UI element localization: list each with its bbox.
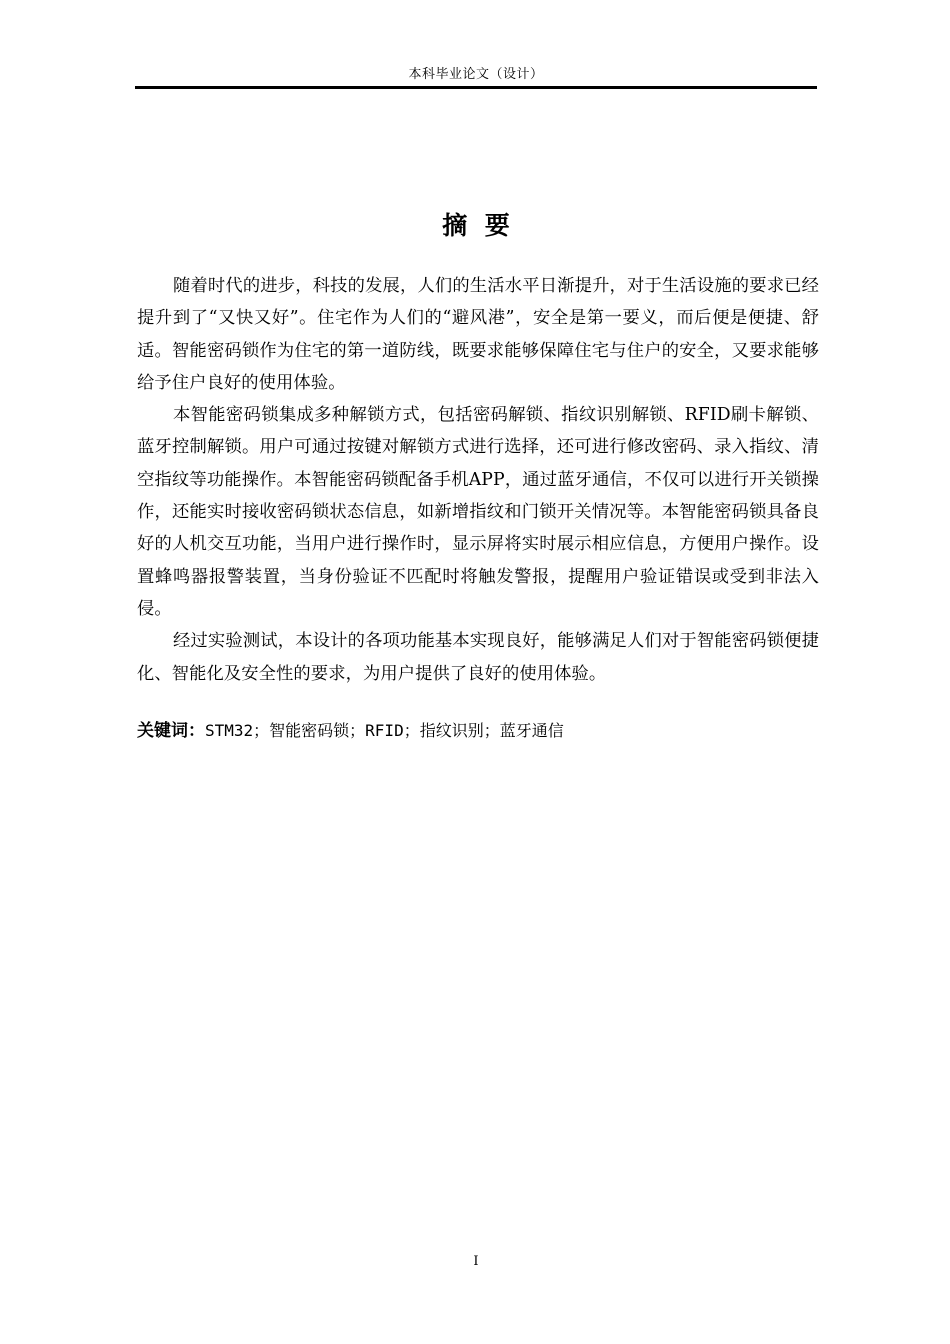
abstract-paragraph-2: 本智能密码锁集成多种解锁方式，包括密码解锁、指纹识别解锁、RFID刷卡解锁、蓝牙控制解锁。用户可通过按键对解锁方式进行选择，还可进行修改密码、录入指纹、清空指纹等功能操作。本智能密码锁配备手机APP，通过蓝牙通信，不仅可以进行开关锁操作，还能实时接收密码锁状态信息，如新增指纹和门锁开关情况等。本智能密码锁具备良好的人机交互功能，当用户进行操作时，显示屏将实时展示相应信息，方便用户操作。设置蜂鸣器报警装置，当身份验证不匹配时将触发警报，提醒用户验证错误或受到非法入侵。 bbox=[137, 405, 819, 619]
abstract-paragraph-3: 经过实验测试，本设计的各项功能基本实现良好，能够满足人们对于智能密码锁便捷化、智能化及安全性的要求，为用户提供了良好的使用体验。 bbox=[137, 631, 819, 684]
keywords-label: 关键词： bbox=[137, 721, 205, 741]
abstract-paragraph-1: 随着时代的进步，科技的发展，人们的生活水平日渐提升，对于生活设施的要求已经提升到了“又快又好”。住宅作为人们的“避风港”，安全是第一要义，而后便是便捷、舒适。智能密码锁作为住宅的第一道防线，既要求能够保障住宅与住户的安全，又要求能够给予住户良好的使用体验。 bbox=[137, 276, 819, 393]
running-header: 本科毕业论文（设计） bbox=[408, 67, 544, 82]
header-divider bbox=[135, 86, 817, 89]
page-number: I bbox=[473, 1254, 479, 1269]
keywords-value: STM32；智能密码锁；RFID；指纹识别；蓝牙通信 bbox=[205, 721, 564, 740]
abstract-body bbox=[137, 270, 819, 690]
abstract-title: 摘 要 bbox=[442, 211, 510, 240]
keywords-line bbox=[137, 716, 819, 746]
